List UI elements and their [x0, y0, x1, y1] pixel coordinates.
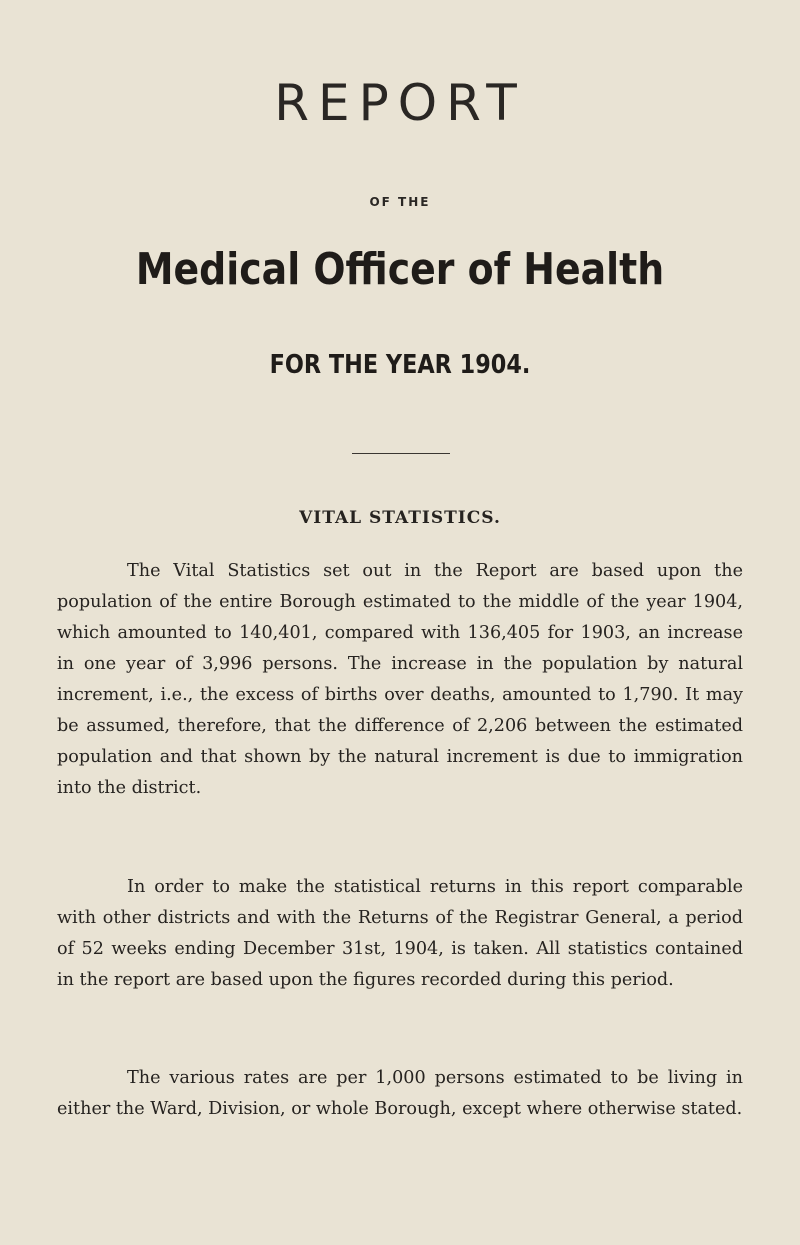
paragraph-1: The Vital Statistics set out in the Report are based upon the population of the entire Borough estimated to the middle of the year 1904, which amounted to 140,401, compared with 136,405 for 1903, an increase in one year of 3,996 persons. The increase in the population by natural increment, i.e., the excess of births over deaths, amounted to 1,790. It may be assumed, therefore, that the difference of 2,206 between the estimated population and that shown by the natural increment is due to immigration into the district. [57, 561, 743, 798]
paragraph-3: The various rates are per 1,000 persons estimated to be living in either the Ward, Division, or whole Borough, except where otherwise stated. [57, 1068, 743, 1119]
divider-rule [352, 453, 450, 454]
of-the-label: OF THE [369, 195, 431, 209]
report-title: REPORT [274, 74, 526, 132]
main-title: Medical Officer of Health [135, 244, 665, 295]
paragraph-2: In order to make the statistical returns in this report comparable with other districts and with the Returns of the Registrar General, a period of 52 weeks ending December 31st, 1904, is taken. All statistics contained in the report are based upon the figures recorded during this period. [57, 877, 743, 990]
year-title: FOR THE YEAR 1904. [269, 350, 531, 380]
section-heading: VITAL STATISTICS. [299, 508, 501, 528]
